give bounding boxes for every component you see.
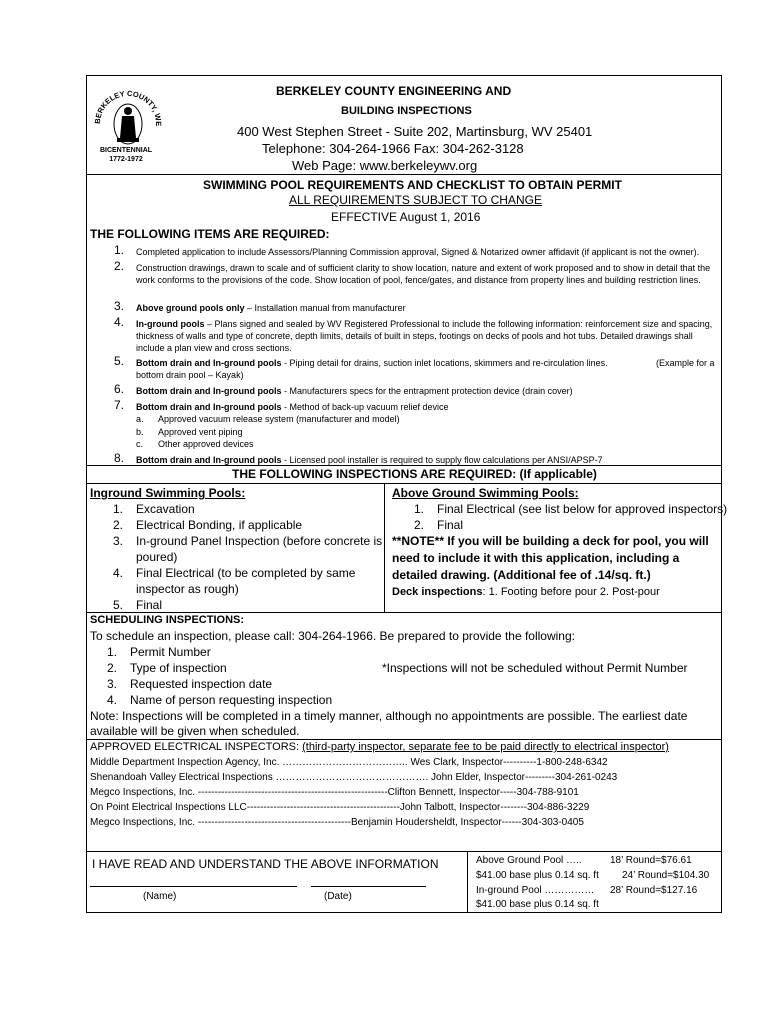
inground-item: In-ground Panel Inspection (before concrete is (136, 534, 383, 548)
divider (86, 465, 722, 466)
above-ground-heading: Above Ground Swimming Pools: (392, 486, 579, 500)
fee-inground-base: $41.00 base plus 0.14 sq. ft (476, 899, 599, 910)
fee-above-base: $41.00 base plus 0.14 sq. ft (476, 870, 599, 881)
above-num: 2. (414, 518, 425, 532)
item-bold: Bottom drain and In-ground pools (136, 358, 282, 368)
schedule-item: Type of inspection (130, 661, 227, 675)
above-item: Final (437, 518, 464, 532)
inground-item: Final Electrical (to be completed by same (136, 566, 356, 580)
inground-num: 1. (113, 502, 124, 516)
required-item-6 (136, 385, 721, 397)
date-line[interactable] (311, 886, 426, 887)
inspector-line: On Point Electrical Inspections LLC----------------------------------------------John Talbott, Inspector--------304-886-3229 (90, 802, 590, 813)
subject-to-change: ALL REQUIREMENTS SUBJECT TO CHANGE (289, 193, 542, 207)
inground-item: Final (136, 598, 163, 612)
deck-note-line1: **NOTE** If you will be building a deck for pool, you will (392, 534, 709, 548)
inground-num: 5. (113, 598, 124, 612)
frame-bottom (86, 912, 722, 913)
item-5-note: (Example for a (656, 358, 715, 368)
inspector-line: Megco Inspections, Inc. ----------------------------------------------Benjamin Houdersheldt, Inspector------304-303-0405 (90, 817, 584, 828)
frame-top (86, 75, 722, 76)
above-num: 1. (414, 502, 425, 516)
subitem-letter: b. (136, 427, 144, 437)
fee-above-ground: Above Ground Pool ….. (476, 855, 582, 866)
divider (86, 612, 722, 613)
above-item: Final Electrical (see list below for approved inspectors) (437, 502, 728, 516)
frame-right (721, 75, 722, 913)
subitem-a: Approved vacuum release system (manufacturer and model) (158, 414, 400, 424)
inground-item: inspector as rough) (136, 582, 239, 596)
fee-inground: In-ground Pool …………… (476, 885, 595, 896)
date-label: (Date) (324, 891, 352, 902)
svg-text:BERKELEY COUNTY, WEST VIRGINIA: BERKELEY COUNTY, W (92, 88, 162, 125)
svg-text:BICENTENNIAL: BICENTENNIAL (99, 147, 153, 154)
divider (86, 483, 722, 484)
subitem-c: Other approved devices (158, 439, 254, 449)
schedule-item: Name of person requesting inspection (130, 693, 333, 707)
county-title-line2: BUILDING INSPECTIONS (341, 105, 472, 117)
item-number: 7. (114, 398, 125, 412)
item-text: Construction drawings, drawn to scale and of sufficient clarity to show location, nature and extent of work proposed and to show in detail that the work conforms to the provisions of the code. Show location of pool, fence/gates, and distance from property lines and building restriction lines. (136, 263, 711, 285)
item-bold: Bottom drain and In-ground pools (136, 402, 282, 412)
name-label: (Name) (143, 891, 177, 902)
item-text: – Plans signed and sealed by WV Registered Professional to include the following information: reinforcement size and spacing, thickness of walls and type of concrete, depth limits, details of built in steps, footings on decks of pools and hot tubs. Detailed drawings shall include a plan view and cross sections. (136, 319, 713, 353)
items-heading: THE FOLLOWING ITEMS ARE REQUIRED: (90, 227, 330, 241)
required-item-2 (136, 262, 721, 286)
inspections-heading: THE FOLLOWING INSPECTIONS ARE REQUIRED: (If applicable) (232, 467, 597, 481)
scheduling-intro: To schedule an inspection, please call: 304-264-1966. Be prepared to provide the following: (90, 629, 575, 643)
fee-round-24: 24’ Round=$104.30 (622, 870, 710, 881)
svg-text:1772-1972: 1772-1972 (109, 156, 143, 163)
web-page: Web Page: www.berkeleywv.org (292, 158, 478, 173)
divider (86, 174, 722, 175)
item-text: - Method of back-up vacuum relief device (281, 402, 449, 412)
effective-date: EFFECTIVE August 1, 2016 (331, 210, 481, 224)
schedule-num: 4. (107, 693, 118, 707)
county-title-line1: BERKELEY COUNTY ENGINEERING AND (276, 84, 512, 98)
deck-note-line2: need to include it with this application, including a (392, 551, 680, 565)
item-number: 8. (114, 451, 125, 465)
item-5-continued: bottom drain pool – Kayak) (136, 370, 244, 380)
schedule-item: Permit Number (130, 645, 211, 659)
item-bold: Above ground pools only (136, 303, 245, 313)
required-item-1 (136, 246, 721, 258)
schedule-item: Requested inspection date (130, 677, 273, 691)
subitem-letter: c. (136, 439, 144, 449)
item-number: 4. (114, 315, 125, 329)
scheduling-note-line2: available will be given when scheduled. (90, 724, 300, 738)
item-text: - Piping detail for drains, suction inlet locations, skimmers and re-circulation lines. (281, 358, 608, 368)
subitem-letter: a. (136, 414, 144, 424)
fee-round-18: 18’ Round=$76.61 (610, 855, 692, 866)
inground-item: poured) (136, 550, 178, 564)
item-number: 5. (114, 354, 125, 368)
inspector-line: Shenandoah Valley Electrical Inspections ………………………………………. John Elder, Inspector---------304-261-0243 (90, 772, 618, 783)
inground-heading: Inground Swimming Pools: (90, 486, 246, 500)
item-number: 6. (114, 382, 125, 396)
divider (86, 739, 722, 740)
main-title: SWIMMING POOL REQUIREMENTS AND CHECKLIST TO OBTAIN PERMIT (203, 178, 622, 192)
inground-num: 4. (113, 566, 124, 580)
column-divider (467, 851, 468, 913)
schedule-num: 1. (107, 645, 118, 659)
inground-num: 2. (113, 518, 124, 532)
subitem-b: Approved vent piping (158, 427, 243, 437)
schedule-num: 2. (107, 661, 118, 675)
electrical-heading-label: APPROVED ELECTRICAL INSPECTORS: (90, 741, 303, 753)
item-number: 1. (114, 243, 125, 257)
required-item-4 (136, 318, 721, 354)
schedule-side-note: *Inspections will not be scheduled without Permit Number (382, 661, 688, 675)
name-line[interactable] (90, 886, 297, 887)
required-item-3 (136, 302, 721, 314)
inground-item: Electrical Bonding, if applicable (136, 518, 303, 532)
fee-round-28: 28’ Round=$127.16 (610, 885, 698, 896)
inspector-line: Middle Department Inspection Agency, Inc. ……………………………….. Wes Clark, Inspector----------1-800-248-6342 (90, 757, 608, 768)
phone-fax: Telephone: 304-264-1966 Fax: 304-262-3128 (262, 141, 524, 156)
item-bold: Bottom drain and In-ground pools (136, 386, 282, 396)
electrical-heading-note: (third-party inspector, separate fee to be paid directly to electrical inspector) (302, 741, 669, 753)
scheduling-note-line1: Note: Inspections will be completed in a timely manner, although no appointments are possible. The earliest date (90, 709, 688, 723)
frame-left (86, 75, 87, 913)
county-seal (90, 80, 162, 168)
inspector-line: Megco Inspections, Inc. ---------------------------------------------------------Clifton Bennett, Inspector-----304-788-9101 (90, 787, 579, 798)
deck-label: Deck inspections (392, 586, 483, 598)
acknowledgement-statement: I HAVE READ AND UNDERSTAND THE ABOVE INFORMATION (92, 857, 439, 871)
item-number: 3. (114, 299, 125, 313)
address: 400 West Stephen Street - Suite 202, Martinsburg, WV 25401 (237, 124, 593, 139)
schedule-num: 3. (107, 677, 118, 691)
item-number: 2. (114, 259, 125, 273)
scheduling-heading: SCHEDULING INSPECTIONS: (90, 614, 245, 626)
electrical-heading (90, 741, 669, 753)
item-text: Completed application to include Assessors/Planning Commission approval, Signed & Notarized owner affidavit (if applicant is not the owner). (136, 247, 700, 257)
item-text: - Licensed pool installer is required to supply flow calculations per ANSI/APSP-7 (281, 455, 603, 465)
deck-inspections (392, 586, 660, 598)
deck-note-line3: detailed drawing. (Additional fee of .14/sq. ft.) (392, 568, 651, 582)
item-bold: Bottom drain and In-ground pools (136, 455, 282, 465)
item-bold: In-ground pools (136, 319, 205, 329)
item-text: - Manufacturers specs for the entrapment protection device (drain cover) (281, 386, 573, 396)
divider (86, 851, 722, 852)
required-item-7 (136, 401, 721, 413)
column-divider (384, 483, 385, 612)
inground-num: 3. (113, 534, 124, 548)
deck-text: : 1. Footing before pour 2. Post-pour (482, 586, 660, 598)
required-item-5 (136, 357, 616, 369)
inground-item: Excavation (136, 502, 195, 516)
item-text: – Installation manual from manufacturer (244, 303, 406, 313)
